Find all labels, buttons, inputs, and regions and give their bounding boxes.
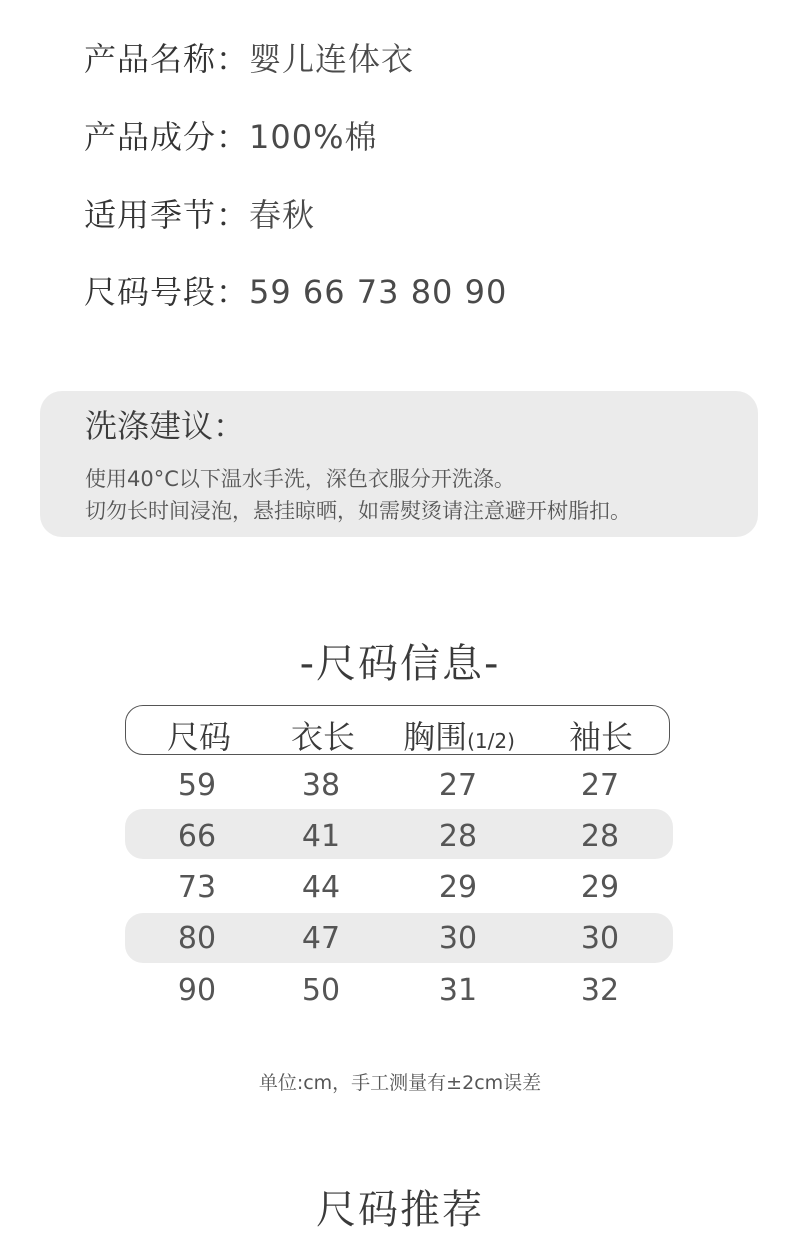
table-cell: 41	[301, 819, 341, 854]
table-cell: 50	[301, 973, 341, 1008]
table-cell: 30	[580, 921, 620, 956]
table-cell: 73	[177, 870, 217, 905]
table-cell: 90	[177, 973, 217, 1008]
wash-line-1: 使用40°C以下温水手洗，深色衣服分开洗涤。	[85, 467, 515, 491]
size-table-header	[125, 705, 670, 755]
wash-advice-box	[40, 391, 758, 537]
table-cell: 44	[301, 870, 341, 905]
info-row-name	[84, 34, 414, 80]
table-cell: 28	[580, 819, 620, 854]
info-label: 产品成分：	[84, 118, 250, 156]
table-cell: 28	[438, 819, 478, 854]
table-cell: 29	[580, 870, 620, 905]
table-cell: 31	[438, 973, 478, 1008]
table-cell: 30	[438, 921, 478, 956]
info-row-material	[84, 112, 378, 158]
info-value: 春秋	[249, 196, 316, 234]
table-cell: 59	[177, 768, 217, 803]
table-cell: 27	[580, 768, 620, 803]
info-row-sizes	[84, 267, 507, 313]
table-cell: 66	[177, 819, 217, 854]
info-label: 适用季节：	[84, 196, 250, 234]
info-row-season	[84, 190, 315, 236]
size-info-title: -尺码信息-	[299, 641, 501, 687]
header-sleeve: 袖长	[568, 718, 633, 756]
unit-note: 单位:cm，手工测量有±2cm误差	[258, 1072, 542, 1094]
table-cell: 29	[438, 870, 478, 905]
wash-line-2: 切勿长时间浸泡，悬挂晾晒，如需熨烫请注意避开树脂扣。	[85, 499, 631, 523]
table-cell: 32	[580, 973, 620, 1008]
header-chest	[389, 712, 529, 758]
header-length: 衣长	[290, 718, 355, 756]
header-chest-suffix: (1/2)	[467, 729, 515, 753]
info-value: 100%棉	[249, 118, 378, 156]
table-cell: 27	[438, 768, 478, 803]
info-value: 59 66 73 80 90	[249, 273, 508, 311]
header-size: 尺码	[166, 718, 231, 756]
wash-title: 洗涤建议：	[85, 407, 246, 445]
table-cell: 47	[301, 921, 341, 956]
info-value: 婴儿连体衣	[249, 40, 415, 78]
info-label: 产品名称：	[84, 40, 250, 78]
size-recommend-title: 尺码推荐	[316, 1187, 484, 1233]
table-cell: 38	[301, 768, 341, 803]
table-cell: 80	[177, 921, 217, 956]
info-label: 尺码号段：	[84, 273, 250, 311]
header-chest-label: 胸围	[403, 718, 468, 756]
